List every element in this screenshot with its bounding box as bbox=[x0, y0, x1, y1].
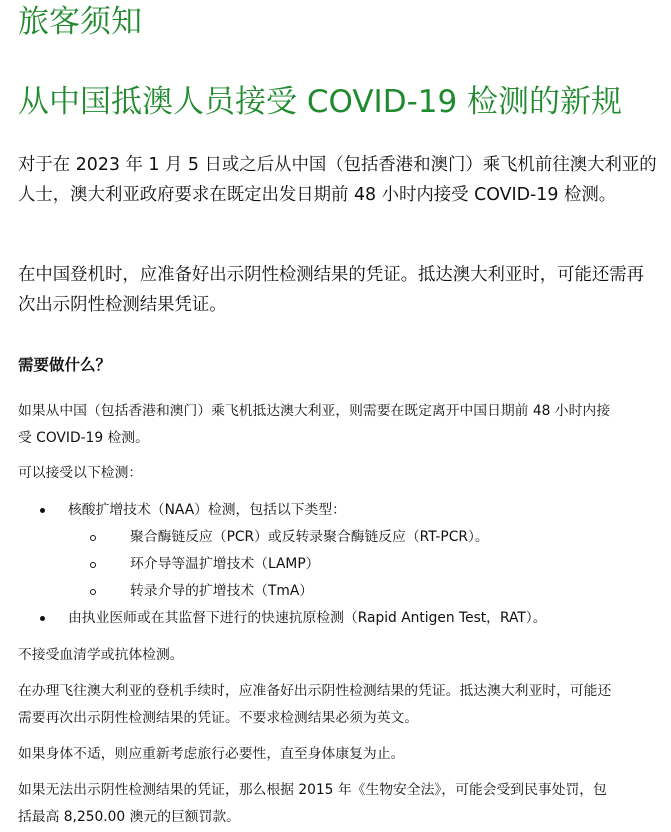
sub-list-item-label: 转录介导的扩增技术（TmA） bbox=[130, 583, 314, 599]
sub-list-item-lamp bbox=[90, 551, 319, 578]
sub-list-item-pcr bbox=[90, 524, 489, 551]
bullet-circle-icon bbox=[90, 589, 96, 595]
list-item-rat bbox=[40, 605, 547, 632]
bullet-circle-icon bbox=[90, 535, 96, 541]
lead-paragraph-2: 在中国登机时，应准备好出示阴性检测结果的凭证。抵达澳大利亚时，可能还需再次出示阴性检测结果凭证。 bbox=[18, 265, 645, 315]
paragraph-line: 如果无法出示阴性检测结果的凭证，那么根据 2015 年《生物安全法》，可能会受到民事处罚，包 bbox=[18, 782, 607, 798]
paragraph-line: 在办理飞往澳大利亚的登机手续时，应准备好出示阴性检测结果的凭证。抵达澳大利亚时，可能还 bbox=[18, 683, 612, 699]
paragraph-line: 受 COVID-19 检测。 bbox=[18, 430, 149, 446]
list-item-label: 由执业医师或在其监督下进行的快速抗原检测（Rapid Antigen Test，RAT）。 bbox=[68, 610, 547, 626]
bullet-circle-icon bbox=[90, 562, 96, 568]
paragraph-unwell: 如果身体不适，则应重新考虑旅行必要性，直至身体康复为止。 bbox=[18, 746, 405, 762]
paragraph-line: 需要再次出示阴性检测结果的凭证。不要求检测结果必须为英文。 bbox=[18, 710, 419, 726]
paragraph-line: 如果从中国（包括香港和澳门）乘飞机抵达澳大利亚，则需要在既定离开中国日期前 48 小时内接 bbox=[18, 403, 610, 419]
bullet-dot-icon bbox=[40, 508, 45, 513]
paragraph-test-timing bbox=[18, 398, 658, 452]
sub-list-item-label: 环介导等温扩增技术（LAMP） bbox=[130, 556, 320, 572]
sub-list-item-tma bbox=[90, 578, 313, 605]
list-item-label: 核酸扩增技术（NAA）检测，包括以下类型： bbox=[68, 502, 346, 518]
page-title: 从中国抵澳人员接受 COVID-19 检测的新规 bbox=[18, 84, 623, 120]
section-heading: 需要做什么？ bbox=[18, 356, 112, 374]
list-item-naa bbox=[40, 497, 346, 524]
paragraph-not-accepted: 不接受血清学或抗体检测。 bbox=[18, 647, 184, 663]
paragraph-accepted-tests-intro: 可以接受以下检测： bbox=[18, 465, 143, 481]
paragraph-penalty bbox=[18, 777, 658, 831]
paragraph-check-in bbox=[18, 678, 658, 732]
lead-paragraph-1: 对于在 2023 年 1 月 5 日或之后从中国（包括香港和澳门）乘飞机前往澳大利亚的人士，澳大利亚政府要求在既定出发日期前 48 小时内接受 COVID-19 检测。 bbox=[18, 155, 657, 205]
sub-list-item-label: 聚合酶链反应（PCR）或反转录聚合酶链反应（RT-PCR）。 bbox=[130, 529, 489, 545]
notice-kicker: 旅客须知 bbox=[18, 4, 142, 40]
bullet-dot-icon bbox=[40, 616, 45, 621]
paragraph-line: 括最高 8,250.00 澳元的巨额罚款。 bbox=[18, 809, 240, 825]
